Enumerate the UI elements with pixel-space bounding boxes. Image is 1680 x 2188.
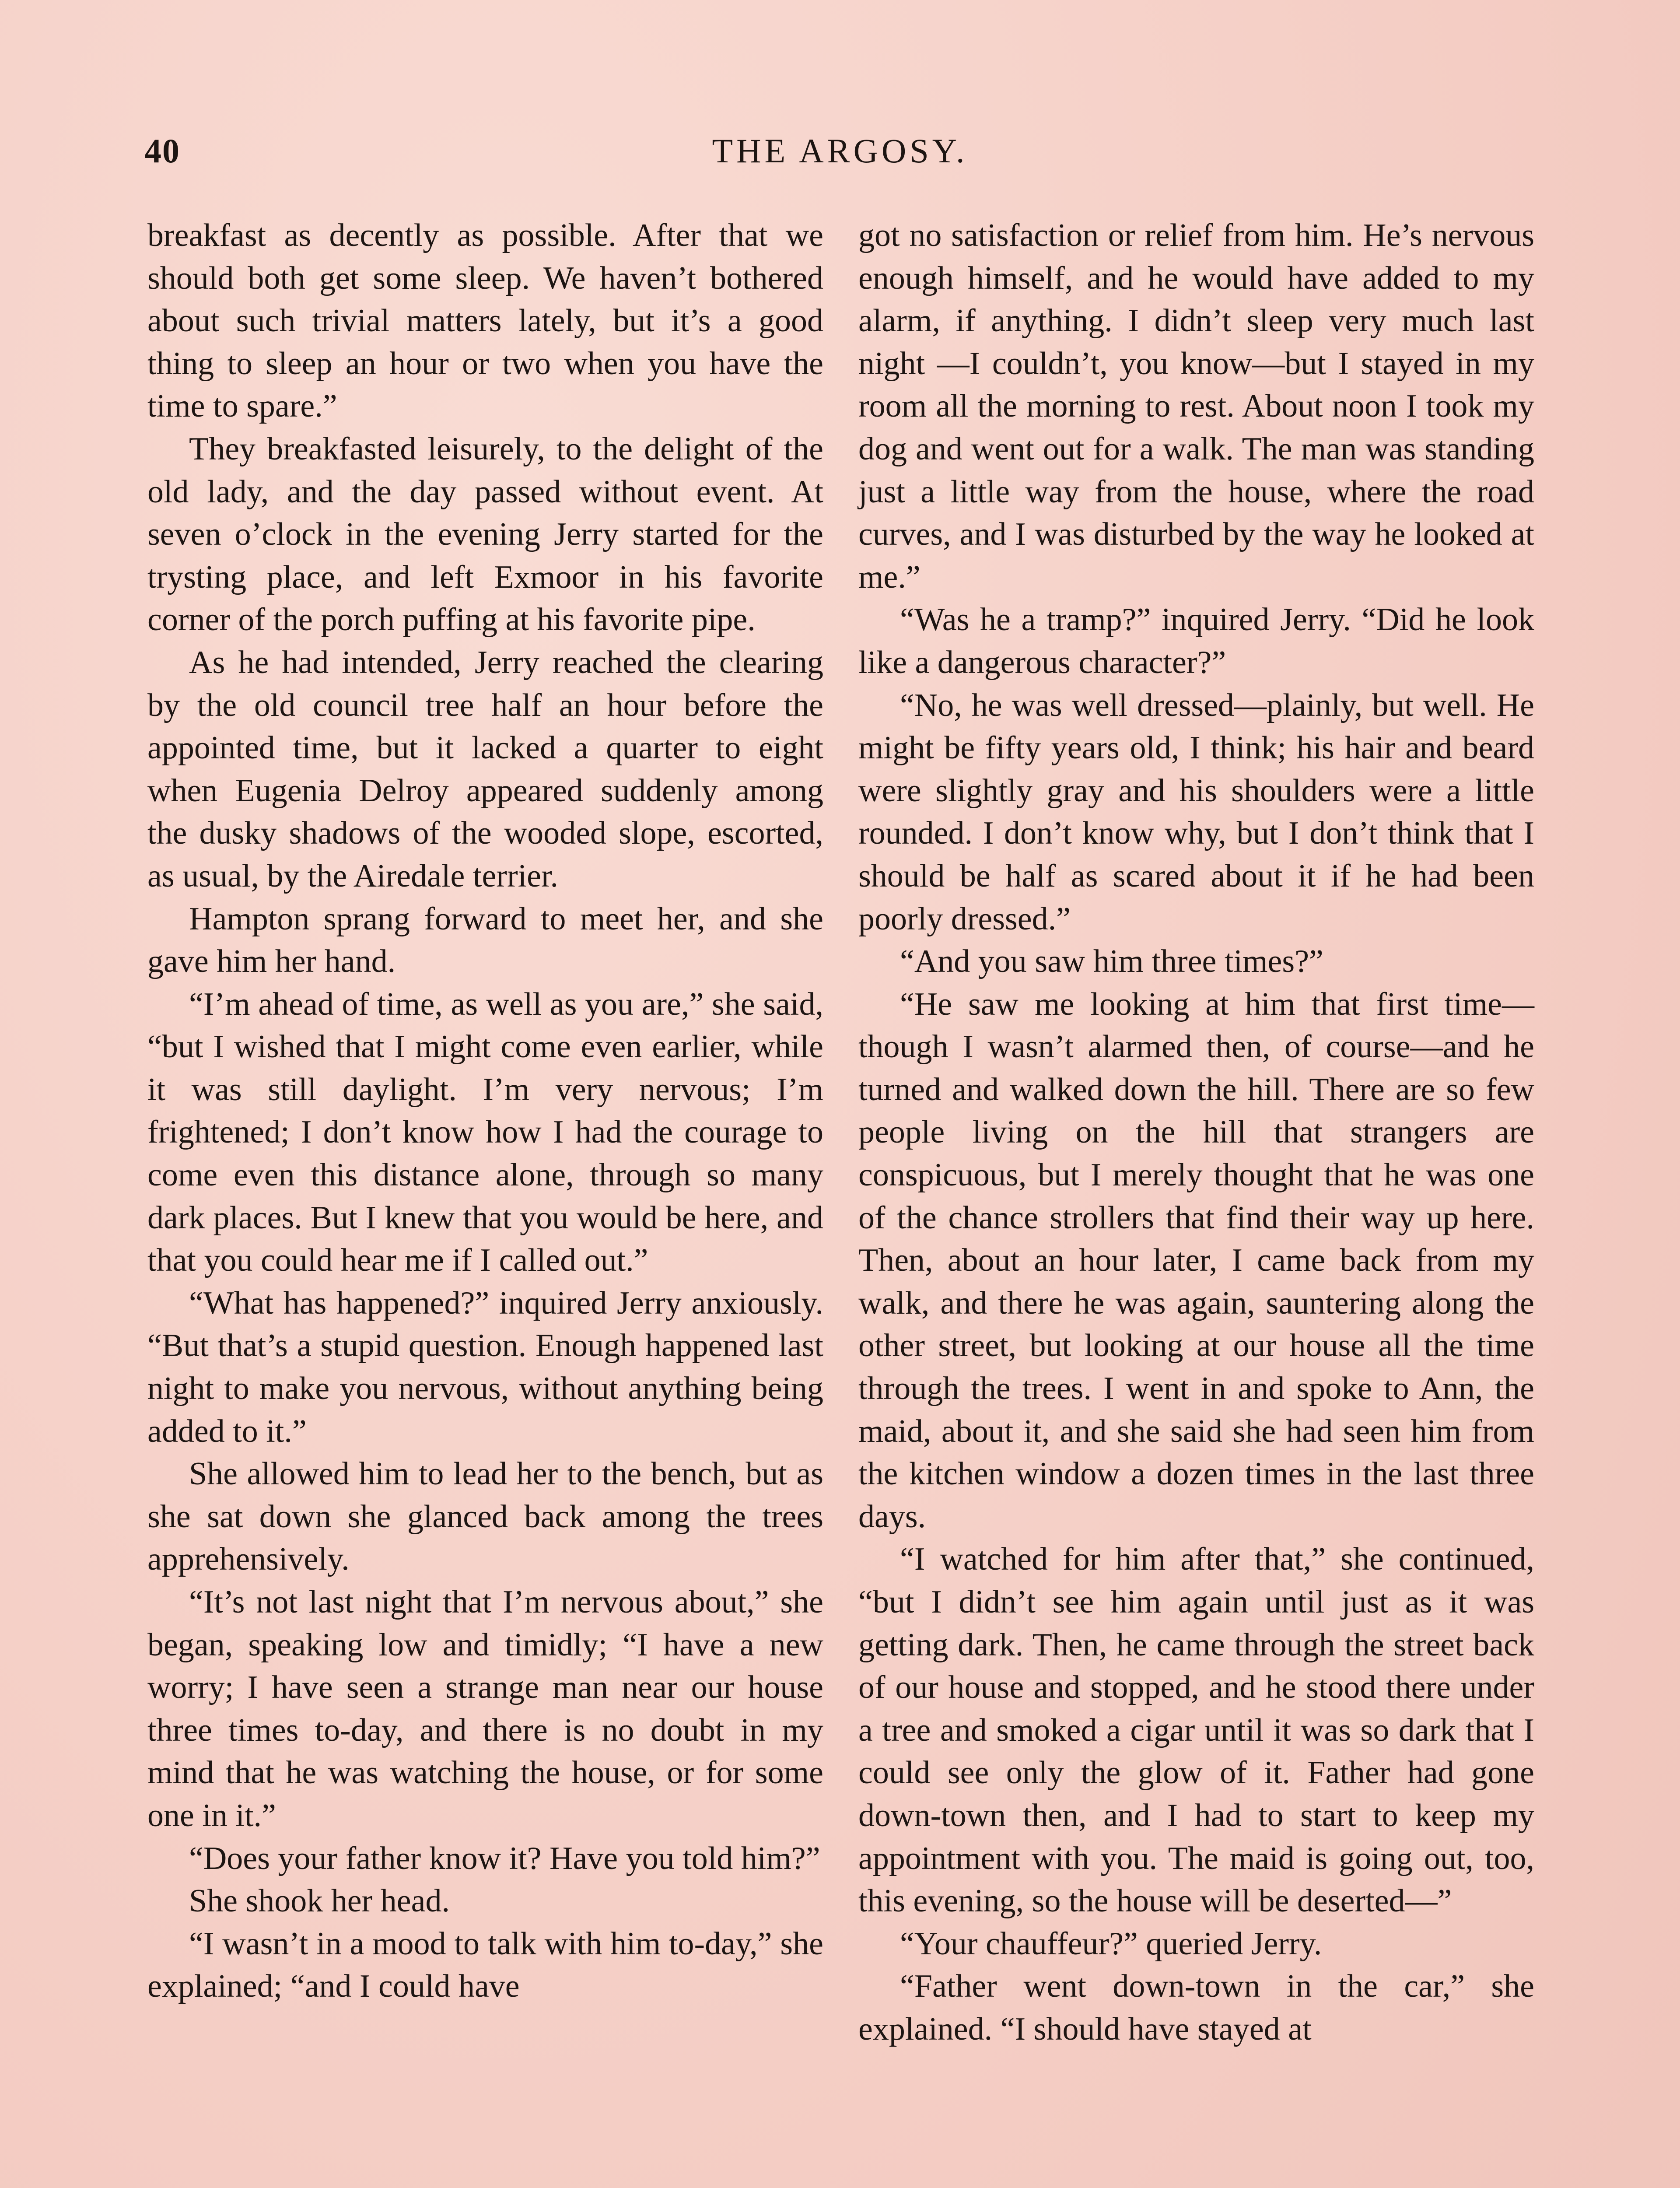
paragraph: “He saw me looking at him that first time—though I wasn’t alarmed then, of course—and he turned and walked down the hill. There are so few people living on the hill that strangers are conspicuous, but I merely thought that he was one of the chance strollers that find their way up here. Then, about an hour later, I came back from my walk, and there he was again, sauntering along the other street, but looking at our house all the time through the trees. I went in and spoke to Ann, the maid, about it, and she said she had seen him from the kitchen window a dozen times in the last three days. [858,986,1534,1535]
right-column [858,214,1534,2051]
paragraph: “Your chauffeur?” queried Jerry. [900,1925,1322,1962]
paragraph: “No, he was well dressed—plainly, but well. He might be fifty years old, I think; his hair and beard were slightly gray and his shoulders were a little rounded. I don’t know why, but I don’t think that I should be half as scared about it if he had been poorly dressed.” [858,687,1534,937]
paragraph: got no satisfaction or relief from him. He’s nervous enough himself, and he would have added to my alarm, if anything. I didn’t sleep very much last night —I couldn’t, you know—but I stayed in my room all the morning to rest. About noon I took my dog and went out for a walk. The man was standing just a little way from the house, where the road curves, and I was disturbed by the way he looked at me.” [858,217,1534,595]
paragraph: “And you saw him three times?” [900,943,1323,980]
paragraph: Hampton sprang forward to meet her, and she gave him her hand. [147,901,823,980]
paragraph: “I’m ahead of time, as well as you are,” she said, “but I wished that I might come even earlier, while it was still daylight. I’m very nervous; I’m frightened; I don’t know how I had the courage to come even this distance alone, through so many dark places. But I knew that you would be here, and that you could hear me if I called out.” [147,986,823,1279]
paragraph: She shook her head. [189,1883,450,1919]
left-column [147,214,823,2008]
running-head: THE ARGOSY. [712,132,968,170]
paragraph: breakfast as decently as possible. After that we should both get some sleep. We haven’t bothered about such trivial matters lately, but it’s a good thing to sleep an hour or two when you have the time to spare.” [147,217,823,424]
page-number: 40 [144,132,180,170]
paragraph: “I watched for him after that,” she continued, “but I didn’t see him again until just as it was getting dark. Then, he came through the street back of our house and stopped, and he stood there under a tree and smoked a cigar until it was so dark that I could see only the glow of it. Father had gone down-town then, and I had to start to keep my appointment with you. The maid is going out, too, this evening, so the house will be deserted—” [858,1541,1534,1919]
paragraph: “Was he a tramp?” inquired Jerry. “Did he look like a dangerous character?” [858,602,1534,680]
paragraph: “It’s not last night that I’m nervous about,” she began, speaking low and timidly; “I have a new worry; I have seen a strange man near our house three times to-day, and there is no doubt in my mind that he was watching the house, or for some one in it.” [147,1584,823,1834]
paragraph: As he had intended, Jerry reached the clearing by the old council tree half an hour before the appointed time, but it lacked a quarter to eight when Eugenia Delroy appeared suddenly among the dusky shadows of the wooded slope, escorted, as usual, by the Airedale terrier. [147,644,823,894]
paragraph: She allowed him to lead her to the bench, but as she sat down she glanced back among the trees apprehensively. [147,1456,823,1578]
paragraph: They breakfasted leisurely, to the delight of the old lady, and the day passed without event. At seven o’clock in the evening Jerry started for the trysting place, and left Exmoor in his favorite corner of the porch puffing at his favorite pipe. [147,431,823,638]
paragraph: “Does your father know it? Have you told him?” [189,1840,820,1876]
paragraph: “Father went down-town in the car,” she explained. “I should have stayed at [858,1968,1534,2047]
paragraph: “I wasn’t in a mood to talk with him to-day,” she explained; “and I could have [147,1925,823,2005]
paragraph: “What has happened?” inquired Jerry anxiously. “But that’s a stupid question. Enough happened last night to make you nervous, without anything being added to it.” [147,1285,823,1449]
